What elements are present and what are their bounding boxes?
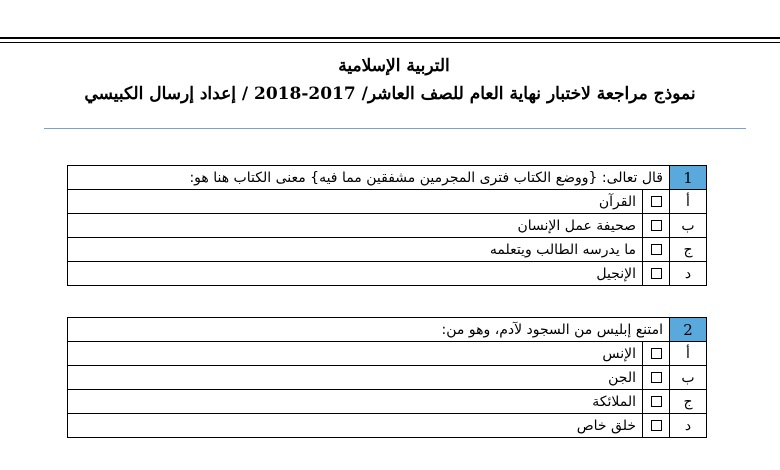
option-letter: ج [670,390,707,414]
header-divider [44,128,746,129]
option-checkbox[interactable] [643,342,670,366]
header-rule-thin [0,42,780,43]
option-checkbox[interactable] [643,366,670,390]
option-checkbox[interactable] [643,214,670,238]
option-text: صحيفة عمل الإنسان [68,214,643,238]
option-letter: د [670,262,707,286]
option-text: الملائكة [68,390,643,414]
option-text: الجن [68,366,643,390]
checkbox-icon [651,372,662,383]
option-checkbox[interactable] [643,390,670,414]
option-letter: د [670,414,707,438]
question-number: 2 [670,318,707,342]
option-row [68,190,707,214]
question-1-table [67,165,707,286]
checkbox-icon [651,268,662,279]
option-letter: ب [670,366,707,390]
checkbox-icon [651,220,662,231]
option-letter: ب [670,214,707,238]
question-number: 1 [670,166,707,190]
option-row [68,366,707,390]
option-letter: أ [670,342,707,366]
question-row [68,166,707,190]
checkbox-icon [651,348,662,359]
option-row [68,262,707,286]
option-row [68,390,707,414]
checkbox-icon [651,396,662,407]
option-row [68,214,707,238]
option-row [68,342,707,366]
checkbox-icon [651,196,662,207]
option-letter: أ [670,190,707,214]
option-row [68,414,707,438]
question-text: امتنع إبليس من السجود لآدم، وهو من: [68,318,670,342]
option-letter: ج [670,238,707,262]
option-checkbox[interactable] [643,190,670,214]
header-rule-thick [0,37,780,39]
option-row [68,238,707,262]
exam-subtitle: نموذج مراجعة لاختبار نهاية العام للصف العاشر/ 2017-2018 / إعداد إرسال الكبيسي [84,84,696,104]
option-checkbox[interactable] [643,414,670,438]
option-text: الإنس [68,342,643,366]
question-2-table [67,317,707,438]
subject-title: التربية الإسلامية [338,56,450,76]
option-text: خلق خاص [68,414,643,438]
question-text: قال تعالى: {ووضع الكتاب فترى المجرمين مشفقين مما فيه} معنى الكتاب هنا هو: [68,166,670,190]
question-row [68,318,707,342]
option-text: الإنجيل [68,262,643,286]
option-checkbox[interactable] [643,262,670,286]
checkbox-icon [651,244,662,255]
option-text: القرآن [68,190,643,214]
option-checkbox[interactable] [643,238,670,262]
option-text: ما يدرسه الطالب ويتعلمه [68,238,643,262]
checkbox-icon [651,420,662,431]
